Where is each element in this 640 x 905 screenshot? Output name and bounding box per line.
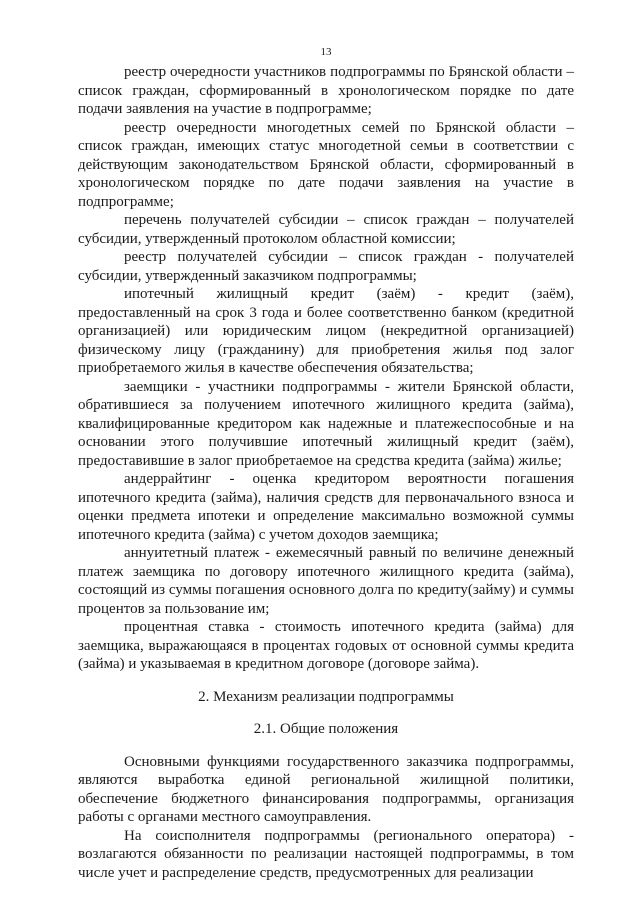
definition-paragraph: реестр получателей субсидии – список граждан - получателей субсидии, утвержденный заказчиком подпрограммы;	[78, 249, 574, 284]
definition-paragraph: ипотечный жилищный кредит (заём) - кредит (заём), предоставленный на срок 3 года и более соответственно банком (кредитной организацией) или юридическим лицом (некредитной организацией) физическому лицу (гражданину) для приобретения жилья под залог приобретаемого жилья в качестве обеспечения обязательства;	[78, 286, 574, 376]
definition-paragraph: перечень получателей субсидии – список граждан – получателей субсидии, утвержденный протоколом областной комиссии;	[78, 212, 574, 247]
page-number: 13	[320, 46, 332, 58]
document-page	[78, 45, 574, 882]
section-heading: 2. Механизм реализации подпрограммы	[198, 688, 454, 705]
body-paragraph: На соисполнителя подпрограммы (регионального оператора) - возлагаются обязанности по реализации настоящей подпрограммы, в том числе учет и распределение средств, предусмотренных для реализации	[78, 827, 574, 881]
body-paragraph: Основными функциями государственного заказчика подпрограммы, являются выработка единой региональной жилищной политики, обеспечение бюджетного финансирования подпрограммы, организация работы с органами местного самоуправления.	[78, 753, 574, 825]
definition-paragraph: процентная ставка - стоимость ипотечного кредита (займа) для заемщика, выражающаяся в процентах годовых от основной суммы кредита (займа) и указываемая в кредитном договоре (договоре займа).	[78, 619, 574, 672]
definition-paragraph: реестр очередности многодетных семей по Брянской области – список граждан, имеющих статус многодетной семьи в соответствии с действующим законодательством Брянской области, сформированный в хронологическом порядке по дате подачи заявления на участие в подпрограмме;	[78, 119, 574, 210]
definition-paragraph: заемщики - участники подпрограммы - жители Брянской области, обратившиеся за получением ипотечного жилищного кредита (займа), квалифицированные кредитором как надежные и платежеспособные и на основании этого получившие ипотечный жилищный кредит (заём), предоставившие в залог приобретаемое на средства кредита (займа) жилье;	[78, 378, 574, 469]
definition-paragraph: андеррайтинг - оценка кредитором вероятности погашения ипотечного кредита (займа), наличия средств для первоначального взноса и оценки предмета ипотеки и определение максимально возможной суммы ипотечного кредита (займа) с учетом доходов заемщика;	[78, 471, 574, 543]
definition-paragraph: реестр очередности участников подпрограммы по Брянской области – список граждан, сформированный в хронологическом порядке по дате подачи заявления на участие в подпрограмме;	[78, 64, 574, 117]
subsection-heading: 2.1. Общие положения	[253, 721, 399, 737]
definition-paragraph: аннуитетный платеж - ежемесячный равный по величине денежный платеж заемщика по договору ипотечного жилищного кредита (займа), состоящий из суммы погашения основного долга по кредиту(займу) и суммы процентов за пользование им;	[78, 545, 574, 617]
